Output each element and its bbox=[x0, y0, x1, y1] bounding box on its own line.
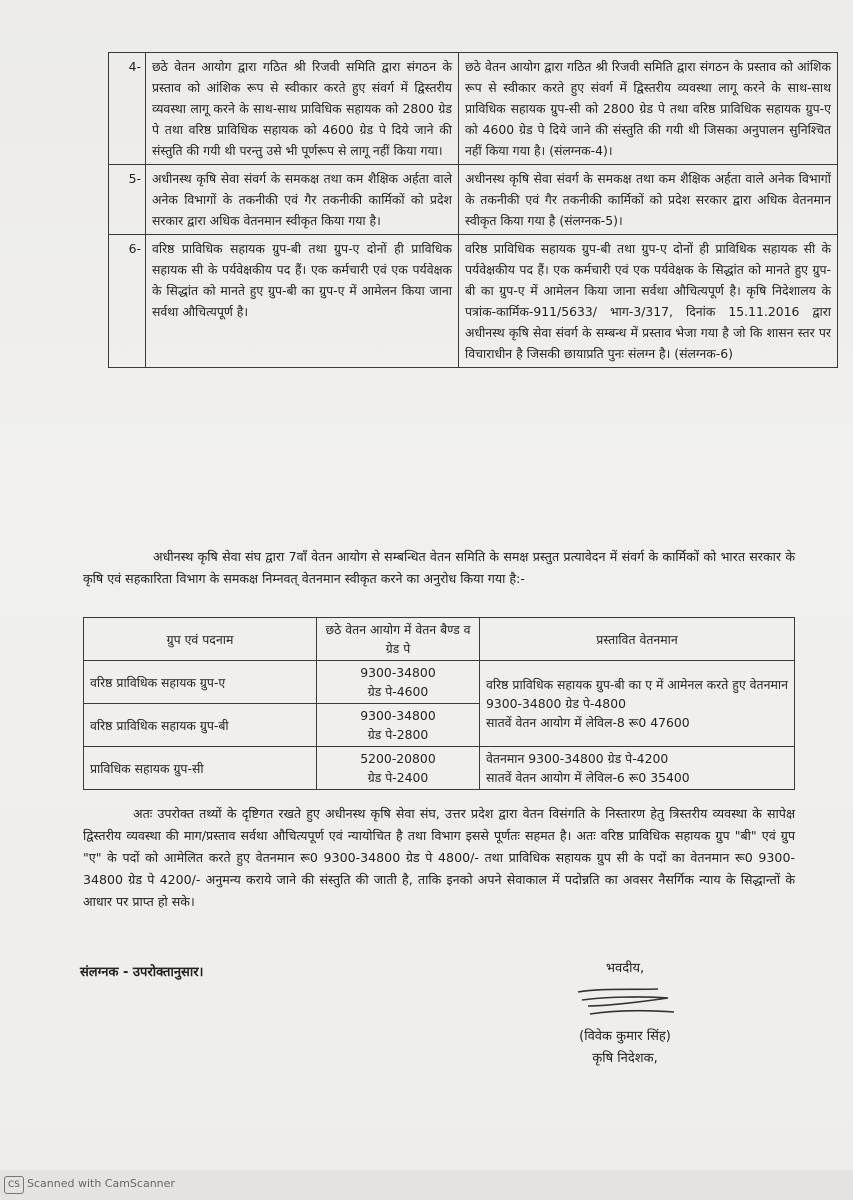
row-number: 4- bbox=[109, 53, 146, 165]
signatory-designation: कृषि निदेशक, bbox=[592, 1051, 658, 1066]
proposed-ab-cell bbox=[480, 661, 795, 747]
group-name: प्राविधिक सहायक ग्रुप-सी bbox=[84, 747, 317, 790]
handwritten-signature bbox=[570, 984, 680, 1020]
signature-block bbox=[540, 958, 710, 1070]
comparison-table bbox=[108, 52, 838, 368]
table-row bbox=[84, 661, 795, 704]
pay-band-cell bbox=[317, 704, 480, 747]
row-number: 5- bbox=[109, 165, 146, 235]
camscanner-logo-icon: CS bbox=[4, 1176, 24, 1194]
scanner-watermark-text: Scanned with CamScanner bbox=[27, 1177, 175, 1190]
proposed-c-line1: वेतनमान 9300-34800 ग्रेड पे-4200 bbox=[486, 751, 669, 766]
group-name: वरिष्ठ प्राविधिक सहायक ग्रुप-ए bbox=[84, 661, 317, 704]
grade-pay: ग्रेड पे-2800 bbox=[367, 727, 429, 742]
row-right-text: वरिष्ठ प्राविधिक सहायक ग्रुप-बी तथा ग्रुप-ए दोनों ही प्राविधिक सहायक सी के पर्यवेक्षकीय पद हैं। एक कर्मचारी एवं एक पर्यवेक्षक के सिद्धांत को मानते हुए ग्रुप-बी का ग्रुप-ए में आमेलन किया जाना सर्वथा औचित्यपूर्ण है। कृषि निदेशालय के पत्रांक-कार्मिक-911/5633/ भाग-3/317, दिनांक 15.11.2016 द्वारा अधीनस्थ कृषि सेवा संवर्ग के सम्बन्ध में प्रस्ताव भेजा गया है जो कि शासन स्तर पर विचाराधीन है जिसकी छायाप्रति पुनः संलग्न है। (संलग्नक-6) bbox=[459, 235, 838, 368]
signatory-name: (विवेक कुमार सिंह) bbox=[579, 1029, 671, 1044]
pay-band: 9300-34800 bbox=[360, 665, 436, 680]
grade-pay: ग्रेड पे-2400 bbox=[367, 770, 429, 785]
table-row bbox=[109, 165, 838, 235]
proposed-ab-line2: सातवें वेतन आयोग में लेविल-8 रू0 47600 bbox=[486, 715, 690, 730]
grade-pay: ग्रेड पे-4600 bbox=[367, 684, 429, 699]
pay-band: 9300-34800 bbox=[360, 708, 436, 723]
row-left-text: अधीनस्थ कृषि सेवा संवर्ग के समकक्ष तथा कम शैक्षिक अर्हता वाले अनेक विभागों के तकनीकी एवं गैर तकनीकी कार्मिकों को प्रदेश सरकार द्वारा अधिक वेतनमान स्वीकृत किया गया है। bbox=[146, 165, 459, 235]
header-sixth-pay: छठे वेतन आयोग में वेतन बैण्ड व ग्रेड पे bbox=[317, 618, 480, 661]
scanner-footer bbox=[0, 1170, 853, 1200]
row-number: 6- bbox=[109, 235, 146, 368]
table-row bbox=[109, 235, 838, 368]
salutation: भवदीय, bbox=[605, 961, 645, 976]
conclusion-paragraph: अतः उपरोक्त तथ्यों के दृष्टिगत रखते हुए अधीनस्थ कृषि सेवा संघ, उत्तर प्रदेश द्वारा वेतन विसंगति के निस्तारण हेतु त्रिस्तरीय व्यवस्था के सापेक्ष द्विस्तरीय व्यवस्था की माग/प्रस्ताव सर्वथा औचित्यपूर्ण एवं न्यायोचित है तथा विभाग इससे पूर्णतः सहमत है। अतः वरिष्ठ प्राविधिक सहायक ग्रुप "बी" एवं ग्रुप "ए" के पदों को आमेलित करते हुए वेतनमान रू0 9300-34800 ग्रेड पे 4800/- तथा प्राविधिक सहायक ग्रुप सी के पदों का वेतनमान रू0 9300-34800 ग्रेड पे 4200/- अनुमन्य कराये जाने की संस्तुति की जाती है, ताकि इनको अपने सेवाकाल में पदोन्नति का अवसर नैसर्गिक न्याय के सिद्धान्तों के आधार पर प्राप्त हो सके। bbox=[83, 806, 795, 909]
table-row bbox=[109, 53, 838, 165]
header-group: ग्रुप एवं पदनाम bbox=[84, 618, 317, 661]
pay-band: 5200-20800 bbox=[360, 751, 436, 766]
group-name: वरिष्ठ प्राविधिक सहायक ग्रुप-बी bbox=[84, 704, 317, 747]
proposed-c-cell bbox=[480, 747, 795, 790]
row-right-text: छठे वेतन आयोग द्वारा गठित श्री रिजवी समिति द्वारा संगठन के प्रस्ताव को आंशिक रूप से स्वीकार करते हुए संवर्ग में द्विस्तरीय व्यवस्था लागू करने के साथ-साथ प्राविधिक सहायक ग्रुप-सी को 2800 ग्रेड पे तथा वरिष्ठ प्राविधिक सहायक ग्रुप-ए को 4600 ग्रेड पे दिये जाने की संस्तुति की गयी थी जिसका अनुपालन सुनिश्चित नहीं किया गया है। (संलग्नक-4)। bbox=[459, 53, 838, 165]
enclosure-note: संलग्नक - उपरोक्तानुसार। bbox=[80, 965, 204, 980]
pay-band-cell bbox=[317, 747, 480, 790]
row-left-text: वरिष्ठ प्राविधिक सहायक ग्रुप-बी तथा ग्रुप-ए दोनों ही प्राविधिक सहायक सी के पर्यवेक्षकीय पद हैं। एक कर्मचारी एवं एक पर्यवेक्षक के सिद्धांत को मानते हुए ग्रुप-बी का ग्रुप-ए में आमेलन किया जाना सर्वथा औचित्यपूर्ण है। bbox=[146, 235, 459, 368]
table-row bbox=[84, 747, 795, 790]
row-left-text: छठे वेतन आयोग द्वारा गठित श्री रिजवी समिति द्वारा संगठन के प्रस्ताव को आंशिक रूप से स्वीकार करते हुए संवर्ग में द्विस्तरीय व्यवस्था लागू करने के साथ-साथ प्राविधिक सहायक को 2800 ग्रेड पे तथा वरिष्ठ प्राविधिक सहायक को 4600 ग्रेड पे दिये जाने की संस्तुति की गयी थी परन्तु उसे भी पूर्णरूप से लागू नहीं किया गया। bbox=[146, 53, 459, 165]
table-header-row bbox=[84, 618, 795, 661]
pay-band-cell bbox=[317, 661, 480, 704]
header-proposed: प्रस्तावित वेतनमान bbox=[480, 618, 795, 661]
proposed-c-line2: सातवें वेतन आयोग में लेविल-6 रू0 35400 bbox=[486, 770, 690, 785]
proposed-ab-line1: वरिष्ठ प्राविधिक सहायक ग्रुप-बी का ए में आमेनल करते हुए वेतनमान 9300-34800 ग्रेड पे-4800 bbox=[486, 677, 788, 711]
intro-paragraph: अधीनस्थ कृषि सेवा संघ द्वारा 7वाँ वेतन आयोग से सम्बन्धित वेतन समिति के समक्ष प्रस्तुत प्रत्यावेदन में संवर्ग के कार्मिकों को भारत सरकार के कृषि एवं सहकारिता विभाग के समकक्ष निम्नवत् वेतनमान स्वीकृत करने का अनुरोध किया गया है:- bbox=[83, 549, 795, 586]
row-right-text: अधीनस्थ कृषि सेवा संवर्ग के समकक्ष तथा कम शैक्षिक अर्हता वाले अनेक विभागों के तकनीकी एवं गैर तकनीकी कार्मिकों को प्रदेश सरकार द्वारा अधिक वेतनमान स्वीकृत किया गया है (संलग्नक-5)। bbox=[459, 165, 838, 235]
pay-scale-table bbox=[83, 617, 795, 790]
